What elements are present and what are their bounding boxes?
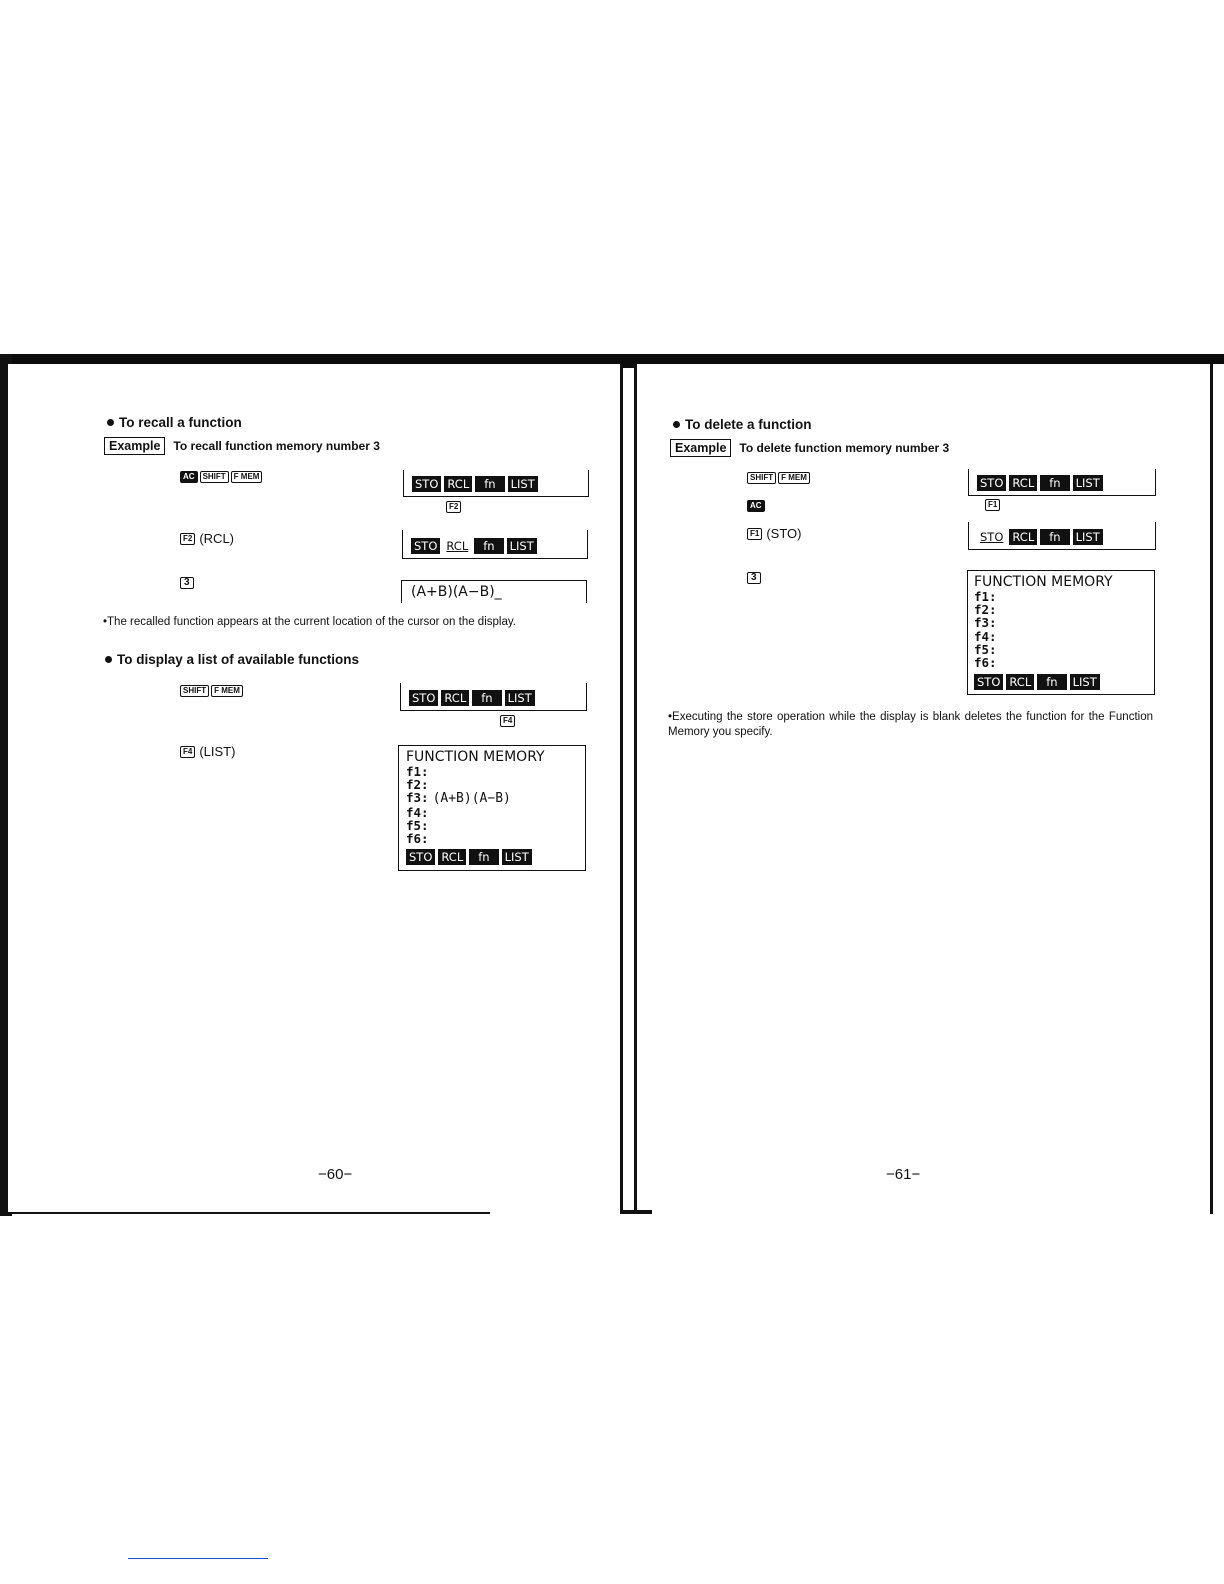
fm-line-f2: f2: xyxy=(406,777,429,793)
delete-display-1 xyxy=(968,469,1156,496)
menu-sto: STO xyxy=(412,476,441,492)
recall-step2-keys xyxy=(180,531,234,546)
scan-right-edge xyxy=(1210,364,1213,1214)
delete-step4-keys xyxy=(747,572,761,584)
menu-list: LIST xyxy=(508,476,538,492)
fm-title: FUNCTION MEMORY xyxy=(974,574,1113,590)
menu-sto: STO xyxy=(974,674,1003,690)
example-delete xyxy=(670,439,949,457)
f1-key-icon: F1 xyxy=(985,499,1000,511)
fm-f3-value: (A+B)(A−B) xyxy=(432,791,511,807)
recall-display-1 xyxy=(403,470,589,497)
f2-key-icon: F2 xyxy=(446,501,461,513)
menu-list: LIST xyxy=(505,690,535,706)
lcd-menu xyxy=(412,476,538,492)
example-recall xyxy=(104,437,380,455)
heading-recall: To recall a function xyxy=(107,415,242,430)
heading-list: To display a list of available functions xyxy=(105,652,359,667)
lcd-menu xyxy=(977,529,1103,545)
example-label: Example xyxy=(670,439,731,457)
menu-list: LIST xyxy=(502,849,532,865)
menu-list: LIST xyxy=(1073,475,1103,491)
fm-line-f6: f6: xyxy=(974,655,997,671)
list-step1-keys xyxy=(180,685,243,697)
fm-line-f3: f3: xyxy=(974,615,997,631)
three-key-icon: 3 xyxy=(747,572,761,584)
delete-step1-keys xyxy=(747,472,810,484)
lcd-menu xyxy=(406,849,532,865)
menu-fn: fn xyxy=(474,538,503,554)
menu-fn: fn xyxy=(1040,529,1069,545)
bullet-icon xyxy=(673,421,680,428)
fm-line-f4: f4: xyxy=(406,804,429,820)
function-memory-display-left xyxy=(398,745,586,871)
fm-title: FUNCTION MEMORY xyxy=(406,749,545,765)
lcd-menu xyxy=(977,475,1103,491)
delete-step2-keys xyxy=(747,500,765,512)
delete-step3-keys xyxy=(747,526,802,541)
recall-display-2 xyxy=(402,530,588,559)
lcd-menu xyxy=(974,674,1100,690)
delete-display-2 xyxy=(968,522,1156,550)
delete-note: •Executing the store operation while the display is blank deletes the function for the Function Memory you specify. xyxy=(668,711,1153,738)
recall-note: •The recalled function appears at the current location of the cursor on the display. xyxy=(103,616,516,628)
menu-sto: STO xyxy=(406,849,435,865)
menu-list: LIST xyxy=(1070,674,1100,690)
example-text: To recall function memory number 3 xyxy=(173,439,380,453)
menu-rcl: RCL xyxy=(446,539,469,553)
rcl-label: (RCL) xyxy=(199,531,235,546)
menu-rcl: RCL xyxy=(1009,529,1037,545)
lcd-menu xyxy=(409,690,535,706)
menu-fn: fn xyxy=(472,690,501,706)
menu-sto: STO xyxy=(409,690,438,706)
shift-key-icon: SHIFT xyxy=(747,472,776,484)
menu-list: LIST xyxy=(507,538,537,554)
heading-delete: To delete a function xyxy=(673,417,812,432)
menu-sto: STO xyxy=(980,530,1004,544)
function-memory-display-right xyxy=(967,570,1155,695)
menu-rcl: RCL xyxy=(1009,475,1037,491)
page-number-left: −60− xyxy=(318,1166,353,1183)
list-label: (LIST) xyxy=(199,744,236,759)
ac-key-icon: AC xyxy=(180,471,198,483)
sto-label: (STO) xyxy=(766,526,802,541)
menu-rcl: RCL xyxy=(441,690,469,706)
fm-line-f6: f6: xyxy=(406,831,429,847)
menu-fn: fn xyxy=(1040,475,1069,491)
f1-key-icon: F1 xyxy=(747,528,762,540)
fm-line-f5: f5: xyxy=(974,641,997,657)
example-label: Example xyxy=(104,437,165,455)
lcd-recalled-function: (A+B)(A−B)_ xyxy=(411,584,502,600)
fm-line-f1: f1: xyxy=(974,589,997,604)
page-number-right: −61− xyxy=(886,1166,921,1183)
lcd-menu xyxy=(411,538,537,554)
recall-display-3 xyxy=(401,580,587,603)
bullet-icon xyxy=(107,419,114,426)
menu-fn: fn xyxy=(475,476,504,492)
f4-key-icon: F4 xyxy=(500,715,515,727)
recall-step1-keys xyxy=(180,471,262,483)
fm-line-f3: f3: (A+B)(A−B) xyxy=(406,790,511,807)
example-text: To delete function memory number 3 xyxy=(739,441,950,455)
recall-step3-keys xyxy=(180,577,194,589)
menu-sto: STO xyxy=(411,538,440,554)
fm-line-f5: f5: xyxy=(406,817,429,833)
fmem-key-icon: F MEM xyxy=(231,471,263,483)
scan-bottom-edge-right xyxy=(622,1210,652,1214)
fm-line-f2: f2: xyxy=(974,602,997,618)
f2-key-icon: F2 xyxy=(180,533,195,545)
shift-key-icon: SHIFT xyxy=(200,471,229,483)
menu-list: LIST xyxy=(1073,529,1103,545)
menu-rcl: RCL xyxy=(444,476,472,492)
f4-key-icon: F4 xyxy=(180,746,195,758)
shift-key-icon: SHIFT xyxy=(180,685,209,697)
list-step2-keys xyxy=(180,744,235,759)
footer-link-underline xyxy=(128,1558,268,1559)
menu-sto: STO xyxy=(977,475,1006,491)
scan-bottom-edge-left xyxy=(0,1212,490,1214)
menu-rcl: RCL xyxy=(1006,674,1034,690)
fm-line-f1: f1: xyxy=(406,764,429,779)
menu-fn: fn xyxy=(1037,674,1066,690)
bullet-icon xyxy=(105,656,112,663)
menu-fn: fn xyxy=(469,849,498,865)
ac-key-icon: AC xyxy=(747,500,765,512)
fm-line-f4: f4: xyxy=(974,628,997,644)
fmem-key-icon: F MEM xyxy=(211,685,243,697)
fmem-key-icon: F MEM xyxy=(778,472,810,484)
list-display-1 xyxy=(400,683,587,711)
three-key-icon: 3 xyxy=(180,577,194,589)
menu-rcl: RCL xyxy=(438,849,466,865)
